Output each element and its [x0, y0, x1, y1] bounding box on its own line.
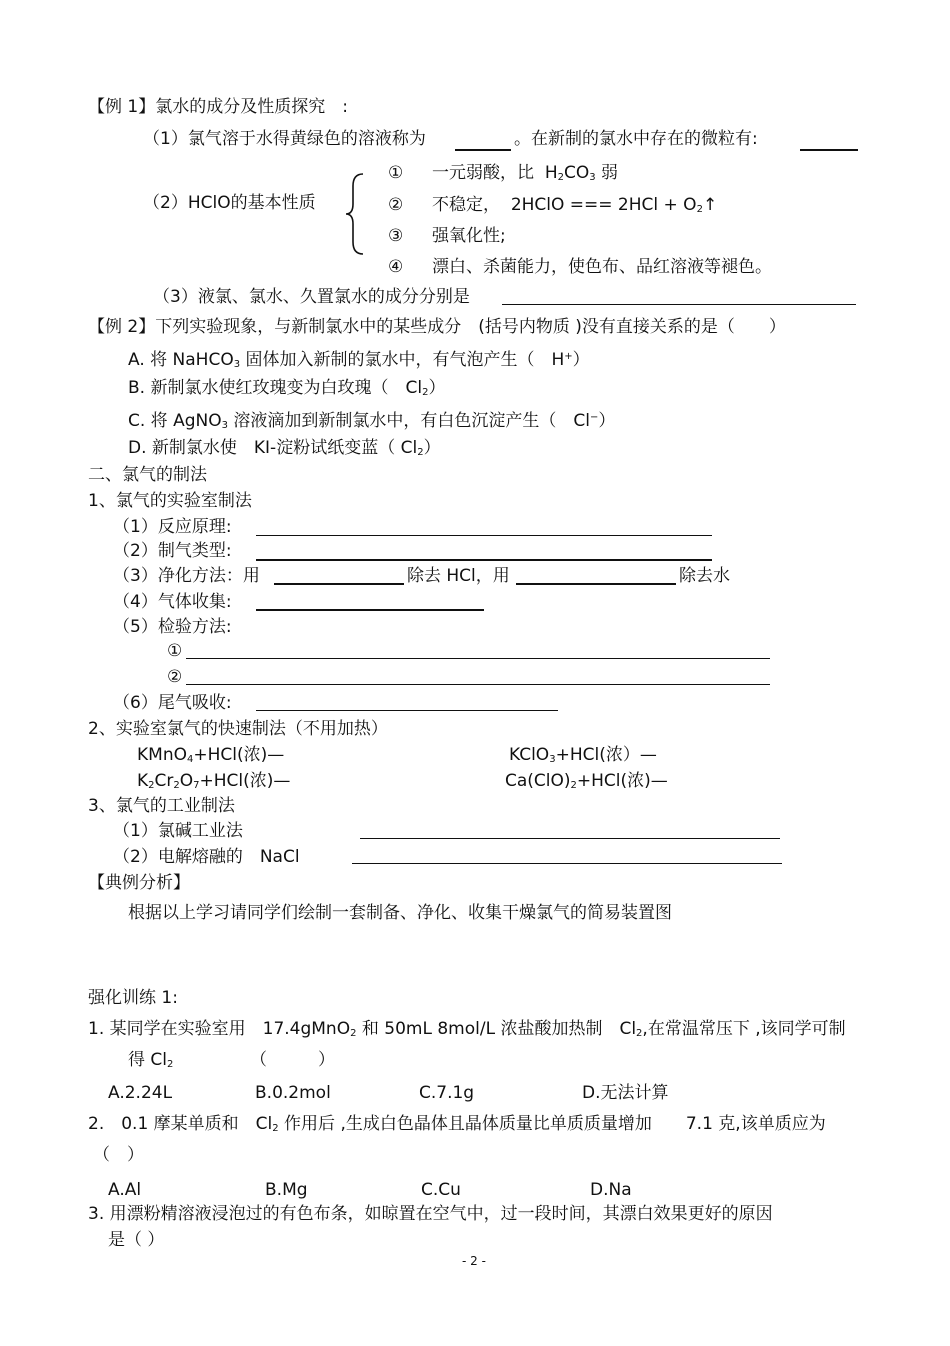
analysis-heading: 【典例分析】	[88, 873, 190, 893]
lab-item-4: （4）气体收集:	[113, 592, 232, 612]
training-q2: 2. 0.1 摩某单质和 $Cl_2$ 作用后 ,生成白色晶体且晶体质量比单质质量增加 7.1 克,该单质应为	[88, 1114, 826, 1134]
training-title: 强化训练 1:	[88, 988, 178, 1008]
lab-item-5: （5）检验方法:	[113, 617, 232, 637]
training-q1-paren: （ ）	[250, 1050, 335, 1070]
lab-method-heading: 1、氯气的实验室制法	[88, 491, 252, 511]
ex1-q1-blank2[interactable]	[800, 149, 858, 151]
training-q2-option-d: D.Na	[590, 1180, 632, 1200]
training-q1-option-c: C.7.1g	[419, 1083, 475, 1103]
prop-4-num: ④	[388, 257, 404, 277]
training-q2-option-a: A.Al	[108, 1180, 142, 1200]
ex2-title: 【例 2】下列实验现象，与新制氯水中的某些成分 (括号内物质 )没有直接关系的是（ ）	[88, 317, 786, 337]
training-q1-line2: 得 $Cl_2$	[128, 1050, 174, 1070]
section-heading: 二、氯气的制法	[88, 465, 207, 485]
industry-item-1-blank[interactable]	[360, 838, 780, 839]
prop-1-num: ①	[388, 163, 404, 183]
training-q2-option-c: C.Cu	[421, 1180, 461, 1200]
lab-item-3-blank1[interactable]	[274, 583, 404, 585]
training-q1-option-a: A.2.24L	[108, 1083, 173, 1103]
industry-item-2: （2）电解熔融的 NaCl	[113, 847, 300, 867]
lab-item-6-blank[interactable]	[256, 710, 558, 711]
lab-item-2-blank[interactable]	[256, 559, 712, 561]
prop-4: 漂白、杀菌能力，使色布、品红溶液等褪色。	[432, 257, 772, 277]
ex2-option-d: D. 新制氯水使 KI-淀粉试纸变蓝（ $Cl_2$）	[128, 438, 441, 458]
lab-item-3-blank2[interactable]	[516, 583, 676, 585]
prop-1: 一元弱酸，比 $H_2CO_3$ 弱	[432, 163, 619, 183]
lab-item-1: （1）反应原理:	[113, 517, 232, 537]
lab-item-3-end: 除去水	[679, 566, 730, 586]
ex1-q1-blank[interactable]	[455, 149, 511, 151]
training-q1-option-d: D.无法计算	[582, 1083, 669, 1103]
curly-brace-icon	[343, 172, 367, 256]
test-method-1-num: ①	[167, 641, 183, 661]
ex1-q3-text: （3）液氯、氯水、久置氯水的成分分别是	[153, 287, 470, 307]
lab-item-6: （6）尾气吸收:	[113, 693, 232, 713]
fast-reaction-3: $K_2Cr_2O_7+HCl$(浓)—	[137, 771, 291, 791]
prop-2-num: ②	[388, 195, 404, 215]
industry-item-2-blank[interactable]	[352, 863, 782, 864]
fast-reaction-2: KClO$_3$+HCl(浓）—	[509, 745, 657, 765]
ex1-q1-text: （1）氯气溶于水得黄绿色的溶液称为	[143, 129, 426, 149]
test-method-2-num: ②	[167, 667, 183, 687]
training-q3: 3. 用漂粉精溶液浸泡过的有色布条，如晾置在空气中，过一段时间，其漂白效果更好的原因	[88, 1204, 773, 1224]
analysis-text: 根据以上学习请同学们绘制一套制备、净化、收集干燥氯气的简易装置图	[128, 903, 672, 923]
page-number: - 2 -	[462, 1254, 486, 1268]
prop-3: 强氧化性;	[432, 226, 506, 246]
prop-2: 不稳定， 2HClO === $2HCl + O_2↑$	[432, 195, 718, 215]
fast-reaction-4: $Ca(ClO)_2+HCl$(浓)—	[505, 771, 668, 791]
fast-reaction-1: KMnO$_4$+HCl(浓)—	[137, 745, 285, 765]
ex2-option-c: C. 将 AgNO$_3$ 溶液滴加到新制氯水中，有白色沉淀产生（ Cl−）	[128, 411, 616, 431]
prop-3-num: ③	[388, 226, 404, 246]
lab-item-4-blank[interactable]	[256, 609, 484, 611]
lab-item-1-blank[interactable]	[256, 535, 712, 536]
training-q1-option-b: B.0.2mol	[255, 1083, 331, 1103]
industry-heading: 3、氯气的工业制法	[88, 796, 235, 816]
test-method-2-blank[interactable]	[186, 684, 770, 685]
ex2-option-b: B. 新制氯水使红玫瑰变为白玫瑰（ $Cl_2$）	[128, 378, 446, 398]
ex2-option-a: A. 将 NaHCO$_3$ 固体加入新制的氯水中，有气泡产生（ H+）	[128, 350, 590, 370]
lab-item-3-mid: 除去 HCl，用	[407, 566, 510, 586]
test-method-1-blank[interactable]	[186, 658, 770, 659]
ex1-title: 【例 1】氯水的成分及性质探究 :	[88, 97, 348, 117]
training-q1: 1. 某同学在实验室用 17.4gMnO$_2$ 和 50mL 8mol/L 浓盐酸加热制 $Cl_2$,在常温常压下 ,该同学可制	[88, 1019, 846, 1039]
ex1-q1-text2: 。在新制的氯水中存在的微粒有:	[514, 129, 758, 149]
ex1-q3-blank[interactable]	[502, 304, 856, 305]
ex1-q2-label: （2）HClO的基本性质	[143, 193, 316, 213]
fast-method-heading: 2、实验室氯气的快速制法（不用加热）	[88, 719, 388, 739]
lab-item-3: （3）净化方法：用	[113, 566, 260, 586]
training-q2-option-b: B.Mg	[265, 1180, 308, 1200]
lab-item-2: （2）制气类型:	[113, 541, 232, 561]
training-q3-line2: 是（ ）	[108, 1230, 165, 1250]
industry-item-1: （1）氯碱工业法	[113, 821, 243, 841]
training-q2-paren: （ ）	[93, 1145, 144, 1165]
